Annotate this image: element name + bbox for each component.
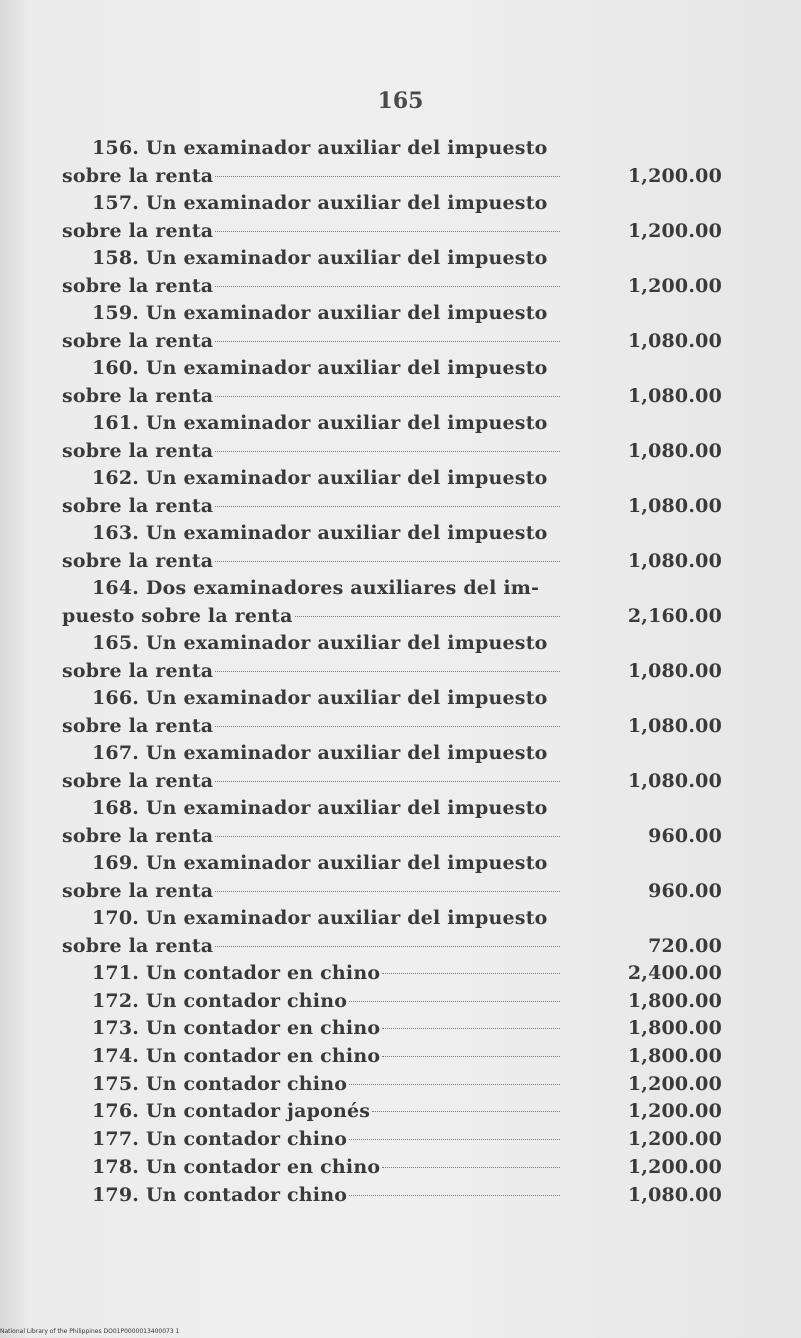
budget-entry [62, 685, 722, 740]
entry-description: 162. Un examinador auxiliar del impuesto [92, 467, 548, 489]
budget-entry [62, 850, 722, 905]
dot-leader [349, 1001, 560, 1002]
dot-leader [215, 561, 560, 562]
entry-description-continuation: sobre la renta [62, 660, 214, 682]
entry-continuation-row [62, 327, 722, 355]
dot-leader [382, 973, 560, 974]
budget-entry [62, 575, 722, 630]
budget-entry [62, 988, 722, 1016]
entry-description: 169. Un examinador auxiliar del impuesto [92, 852, 548, 874]
dot-leader [215, 506, 560, 507]
entry-amount: 1,800.00 [627, 1017, 722, 1040]
budget-entry [62, 1015, 722, 1043]
entry-description: 157. Un examinador auxiliar del impuesto [92, 192, 548, 214]
entry-description-continuation: sobre la renta [62, 275, 214, 297]
entry-amount: 1,200.00 [627, 220, 722, 242]
entry-description: 175. Un contador chino [92, 1072, 348, 1095]
entry-amount: 1,080.00 [627, 1183, 722, 1206]
entry-amount: 1,080.00 [627, 550, 722, 572]
entry-amount: 1,200.00 [627, 275, 722, 297]
entry-description: 167. Un examinador auxiliar del impuesto [92, 742, 548, 764]
budget-entry [62, 1154, 722, 1182]
entry-amount: 1,800.00 [627, 1045, 722, 1068]
entry-description: 165. Un examinador auxiliar del impuesto [92, 632, 548, 654]
dot-leader [349, 1139, 560, 1140]
dot-leader [215, 671, 560, 672]
entry-description-continuation: sobre la renta [62, 770, 214, 792]
dot-leader [382, 1167, 560, 1168]
entry-continuation-row [62, 217, 722, 245]
budget-entry [62, 960, 722, 988]
dot-leader [349, 1084, 560, 1085]
budget-entry [62, 300, 722, 355]
budget-entry [62, 465, 722, 520]
entry-description-continuation: sobre la renta [62, 715, 214, 737]
budget-entry [62, 795, 722, 850]
entry-amount: 1,200.00 [627, 1072, 722, 1095]
entry-continuation-row [62, 822, 722, 850]
entry-description: 166. Un examinador auxiliar del impuesto [92, 687, 548, 709]
budget-entry [62, 740, 722, 795]
entry-description: 159. Un examinador auxiliar del impuesto [92, 302, 548, 324]
entry-amount: 1,800.00 [627, 989, 722, 1012]
entry-continuation-row [62, 712, 722, 740]
entry-amount: 1,200.00 [627, 1155, 722, 1178]
entry-continuation-row [62, 272, 722, 300]
entry-continuation-row [62, 547, 722, 575]
dot-leader [215, 231, 560, 232]
library-footer: National Library of the Philippines DO01P0000013400073 1 [0, 1328, 180, 1335]
entry-description: 163. Un examinador auxiliar del impuesto [92, 522, 548, 544]
entry-description-continuation: sobre la renta [62, 330, 214, 352]
budget-entry [62, 905, 722, 960]
entry-description: 171. Un contador en chino [92, 962, 381, 984]
entry-description-continuation: sobre la renta [62, 495, 214, 517]
dot-leader [215, 946, 560, 947]
entry-continuation-row [62, 162, 722, 190]
entry-description-continuation: sobre la renta [62, 440, 214, 462]
budget-entry [62, 190, 722, 245]
entry-description-continuation: sobre la renta [62, 165, 214, 187]
budget-entry-list [62, 135, 722, 1209]
budget-entry [62, 1043, 722, 1071]
dot-leader [215, 176, 560, 177]
entry-amount: 2,400.00 [627, 962, 722, 984]
budget-entry [62, 1182, 722, 1210]
entry-amount: 1,080.00 [627, 330, 722, 352]
entry-description: 168. Un examinador auxiliar del impuesto [92, 797, 548, 819]
dot-leader [215, 286, 560, 287]
entry-amount: 720.00 [648, 935, 722, 957]
entry-continuation-row [62, 382, 722, 410]
entry-description-continuation: sobre la renta [62, 825, 214, 847]
entry-description-continuation: sobre la renta [62, 880, 214, 902]
budget-entry [62, 135, 722, 190]
entry-description: 156. Un examinador auxiliar del impuesto [92, 137, 548, 159]
dot-leader [215, 891, 560, 892]
entry-description: 178. Un contador en chino [92, 1155, 381, 1178]
dot-leader [349, 1195, 560, 1196]
entry-description-continuation: sobre la renta [62, 220, 214, 242]
entry-continuation-row [62, 492, 722, 520]
page-number: 165 [377, 88, 424, 114]
entry-description-continuation: sobre la renta [62, 550, 214, 572]
entry-amount: 1,080.00 [627, 715, 722, 737]
dot-leader [215, 726, 560, 727]
entry-description: 158. Un examinador auxiliar del impuesto [92, 247, 548, 269]
dot-leader [295, 616, 560, 617]
entry-continuation-row [62, 767, 722, 795]
entry-continuation-row [62, 932, 722, 960]
budget-entry [62, 245, 722, 300]
entry-amount: 2,160.00 [627, 605, 722, 627]
dot-leader [215, 451, 560, 452]
entry-amount: 1,080.00 [627, 495, 722, 517]
dot-leader [215, 781, 560, 782]
entry-description: 172. Un contador chino [92, 989, 348, 1012]
entry-amount: 1,200.00 [627, 1100, 722, 1123]
entry-description: 170. Un examinador auxiliar del impuesto [92, 907, 548, 929]
dot-leader [215, 396, 560, 397]
entry-description: 177. Un contador chino [92, 1128, 348, 1151]
entry-description: 160. Un examinador auxiliar del impuesto [92, 357, 548, 379]
entry-continuation-row [62, 437, 722, 465]
entry-amount: 1,080.00 [627, 770, 722, 792]
dot-leader [215, 836, 560, 837]
budget-entry [62, 1098, 722, 1126]
budget-entry [62, 630, 722, 685]
entry-amount: 1,200.00 [627, 1128, 722, 1151]
budget-entry [62, 355, 722, 410]
entry-description: 161. Un examinador auxiliar del impuesto [92, 412, 548, 434]
entry-description: 164. Dos examinadores auxiliares del im- [92, 577, 540, 599]
dot-leader [382, 1028, 560, 1029]
budget-entry [62, 1126, 722, 1154]
entry-amount: 1,080.00 [627, 660, 722, 682]
entry-amount: 1,080.00 [627, 385, 722, 407]
dot-leader [372, 1111, 560, 1112]
entry-amount: 1,200.00 [627, 165, 722, 187]
entry-description: 176. Un contador japonés [92, 1100, 371, 1123]
dot-leader [215, 341, 560, 342]
entry-continuation-row [62, 602, 722, 630]
entry-description-continuation: sobre la renta [62, 935, 214, 957]
dot-leader [382, 1056, 560, 1057]
entry-continuation-row [62, 657, 722, 685]
entry-description: 179. Un contador chino [92, 1183, 348, 1206]
entry-description-continuation: sobre la renta [62, 385, 214, 407]
entry-amount: 960.00 [648, 880, 722, 902]
entry-description-continuation: puesto sobre la renta [62, 605, 293, 627]
budget-entry [62, 1071, 722, 1099]
entry-description: 173. Un contador en chino [92, 1017, 381, 1040]
entry-amount: 960.00 [648, 825, 722, 847]
budget-entry [62, 410, 722, 465]
entry-amount: 1,080.00 [627, 440, 722, 462]
entry-description: 174. Un contador en chino [92, 1045, 381, 1068]
entry-continuation-row [62, 877, 722, 905]
budget-entry [62, 520, 722, 575]
